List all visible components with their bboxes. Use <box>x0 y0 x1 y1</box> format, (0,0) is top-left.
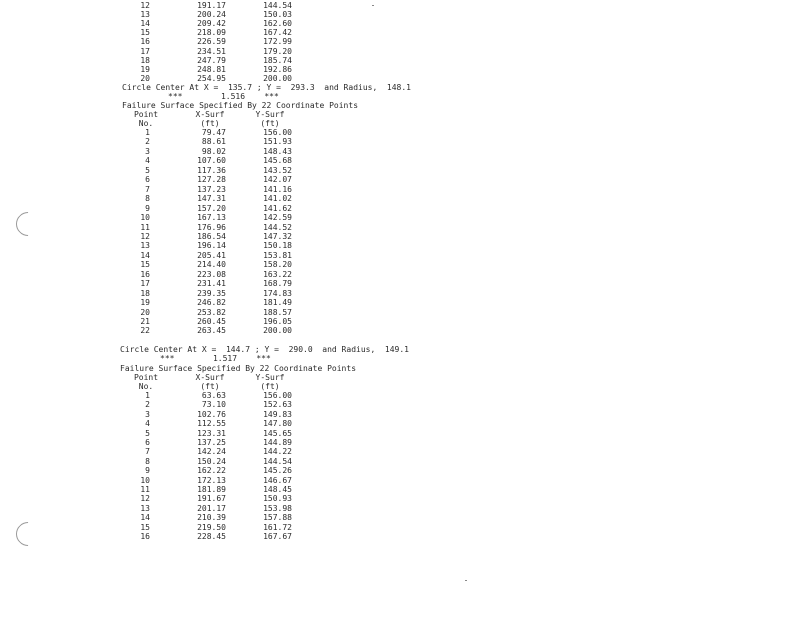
x-surf-value: 107.60 <box>197 156 226 166</box>
x-surf-value: 88.61 <box>201 137 226 147</box>
y-surf-value: 150.18 <box>263 241 292 251</box>
failure-surface-title-2: Failure Surface Specified By 22 Coordinate Points <box>120 364 357 373</box>
table-row <box>0 47 400 56</box>
x-surf-value: 142.24 <box>197 447 226 457</box>
x-surf-value: 73.10 <box>201 400 226 410</box>
table-row <box>0 391 400 400</box>
table-header-units-2 <box>0 382 400 391</box>
x-surf-value: 147.31 <box>197 194 226 204</box>
x-surf-value: 117.36 <box>197 165 226 175</box>
x-surf-value: 150.24 <box>197 456 226 466</box>
y-surf-value: 144.54 <box>263 456 292 466</box>
point-number: 5 <box>145 165 150 175</box>
point-number: 10 <box>140 475 150 485</box>
point-number: 9 <box>145 203 150 213</box>
x-surf-value: 123.31 <box>197 428 226 438</box>
point-number: 20 <box>140 307 150 317</box>
y-surf-value: 167.67 <box>263 532 292 541</box>
point-number: 17 <box>140 279 150 289</box>
point-number: 8 <box>145 456 150 466</box>
header-y-unit: (ft) <box>260 119 280 128</box>
y-surf-value: 152.63 <box>263 400 292 410</box>
header-no: No. <box>138 119 154 128</box>
y-surf-value: 148.43 <box>263 146 292 156</box>
header-no: No. <box>138 382 154 391</box>
x-surf-value: 127.28 <box>197 175 226 185</box>
point-number: 11 <box>140 485 150 494</box>
point-number: 12 <box>140 1 150 10</box>
point-number: 11 <box>140 222 150 232</box>
table-row <box>0 185 400 194</box>
x-surf-value: 248.81 <box>197 64 226 74</box>
point-number: 5 <box>145 428 150 438</box>
point-number: 13 <box>140 241 150 251</box>
table-row <box>0 19 400 28</box>
table-row <box>0 260 400 269</box>
point-number: 12 <box>140 231 150 241</box>
header-x-surf: X-Surf <box>195 373 225 382</box>
y-surf-value: 153.98 <box>263 503 292 513</box>
y-surf-value: 156.00 <box>263 391 292 400</box>
point-number: 7 <box>145 447 150 457</box>
point-number: 6 <box>145 175 150 185</box>
y-surf-value: 181.49 <box>263 298 292 308</box>
x-surf-value: 157.20 <box>197 203 226 213</box>
table-row <box>0 128 400 137</box>
table-row <box>0 457 400 466</box>
safety-factor-line-1: *** 1.516 *** <box>168 92 279 101</box>
point-number: 4 <box>145 419 150 429</box>
table-row <box>0 28 400 37</box>
point-number: 14 <box>140 19 150 29</box>
y-surf-value: 147.32 <box>263 231 292 241</box>
header-y-surf: Y-Surf <box>255 110 285 119</box>
point-number: 10 <box>140 213 150 223</box>
table-row <box>0 532 400 541</box>
y-surf-value: 143.52 <box>263 165 292 175</box>
table-row <box>0 74 400 83</box>
y-surf-value: 162.60 <box>263 19 292 29</box>
y-surf-value: 196.05 <box>263 317 292 326</box>
point-number: 7 <box>145 184 150 194</box>
y-surf-value: 188.57 <box>263 307 292 317</box>
point-number: 14 <box>140 250 150 260</box>
x-surf-value: 102.76 <box>197 409 226 419</box>
point-number: 2 <box>145 400 150 410</box>
x-surf-value: 234.51 <box>197 46 226 56</box>
table-row <box>0 466 400 475</box>
table-row <box>0 56 400 65</box>
point-number: 12 <box>140 494 150 504</box>
table-row <box>0 400 400 409</box>
table-row <box>0 175 400 184</box>
table-row <box>0 251 400 260</box>
point-number: 16 <box>140 37 150 47</box>
table-row <box>0 166 400 175</box>
y-surf-value: 192.86 <box>263 64 292 74</box>
x-surf-value: 172.13 <box>197 475 226 485</box>
table-row <box>0 232 400 241</box>
y-surf-value: 161.72 <box>263 522 292 532</box>
table-row <box>0 279 400 288</box>
y-surf-value: 142.59 <box>263 213 292 223</box>
point-number: 21 <box>140 317 150 326</box>
point-number: 19 <box>140 64 150 74</box>
point-number: 22 <box>140 326 150 336</box>
y-surf-value: 141.16 <box>263 184 292 194</box>
table-row <box>0 298 400 307</box>
point-number: 15 <box>140 522 150 532</box>
x-surf-value: 176.96 <box>197 222 226 232</box>
x-surf-value: 239.35 <box>197 288 226 298</box>
y-surf-value: 142.07 <box>263 175 292 185</box>
y-surf-value: 144.54 <box>263 1 292 10</box>
header-point: Point <box>133 373 159 382</box>
table-row <box>0 438 400 447</box>
table-row <box>0 485 400 494</box>
y-surf-value: 156.00 <box>263 128 292 137</box>
x-surf-value: 260.45 <box>197 317 226 326</box>
y-surf-value: 185.74 <box>263 55 292 65</box>
point-number: 17 <box>140 46 150 56</box>
y-surf-value: 149.83 <box>263 409 292 419</box>
table-row <box>0 204 400 213</box>
x-surf-value: 223.08 <box>197 269 226 279</box>
header-point: Point <box>133 110 159 119</box>
x-surf-value: 191.17 <box>197 1 226 10</box>
table-row <box>0 326 400 335</box>
table-row <box>0 223 400 232</box>
table-row <box>0 10 400 19</box>
x-surf-value: 201.17 <box>197 503 226 513</box>
table-row <box>0 1 400 10</box>
x-surf-value: 209.42 <box>197 19 226 29</box>
point-number: 20 <box>140 73 150 83</box>
y-surf-value: 147.80 <box>263 419 292 429</box>
y-surf-value: 148.45 <box>263 485 292 494</box>
x-surf-value: 137.25 <box>197 438 226 447</box>
x-surf-value: 246.82 <box>197 298 226 308</box>
point-number: 14 <box>140 513 150 523</box>
x-surf-value: 191.67 <box>197 494 226 504</box>
header-y-surf: Y-Surf <box>255 373 285 382</box>
x-surf-value: 219.50 <box>197 522 226 532</box>
point-number: 8 <box>145 194 150 204</box>
table-header-units-1 <box>0 119 400 128</box>
y-surf-value: 141.62 <box>263 203 292 213</box>
table-row <box>0 137 400 146</box>
x-surf-value: 181.89 <box>197 485 226 494</box>
x-surf-value: 167.13 <box>197 213 226 223</box>
y-surf-value: 168.79 <box>263 279 292 289</box>
y-surf-value: 150.03 <box>263 10 292 20</box>
point-number: 3 <box>145 409 150 419</box>
point-number: 13 <box>140 503 150 513</box>
point-number: 18 <box>140 55 150 65</box>
x-surf-value: 200.24 <box>197 10 226 20</box>
table-row <box>0 410 400 419</box>
failure-surface-title-1: Failure Surface Specified By 22 Coordinate Points <box>122 101 359 110</box>
safety-factor-line-2: *** 1.517 *** <box>160 354 271 363</box>
y-surf-value: 200.00 <box>263 326 292 336</box>
y-surf-value: 141.02 <box>263 194 292 204</box>
x-surf-value: 112.55 <box>197 419 226 429</box>
table-row <box>0 476 400 485</box>
x-surf-value: 253.82 <box>197 307 226 317</box>
table-row <box>0 37 400 46</box>
point-number: 1 <box>145 391 150 400</box>
point-number: 15 <box>140 260 150 270</box>
y-surf-value: 163.22 <box>263 269 292 279</box>
x-surf-value: 210.39 <box>197 513 226 523</box>
header-x-unit: (ft) <box>200 382 220 391</box>
table-row <box>0 270 400 279</box>
table-row <box>0 213 400 222</box>
y-surf-value: 145.26 <box>263 466 292 476</box>
table-row <box>0 317 400 326</box>
y-surf-value: 174.83 <box>263 288 292 298</box>
x-surf-value: 79.47 <box>201 128 226 137</box>
y-surf-value: 172.99 <box>263 37 292 47</box>
table-header-2 <box>0 373 400 382</box>
point-number: 16 <box>140 269 150 279</box>
y-surf-value: 145.65 <box>263 428 292 438</box>
table-row <box>0 419 400 428</box>
x-surf-value: 186.54 <box>197 231 226 241</box>
table-row <box>0 65 400 74</box>
x-surf-value: 218.09 <box>197 28 226 38</box>
table-header-1 <box>0 110 400 119</box>
scan-speck <box>465 580 467 581</box>
x-surf-value: 214.40 <box>197 260 226 270</box>
header-x-unit: (ft) <box>200 119 220 128</box>
x-surf-value: 137.23 <box>197 184 226 194</box>
point-number: 18 <box>140 288 150 298</box>
header-y-unit: (ft) <box>260 382 280 391</box>
circle-center-line-2: Circle Center At X = 144.7 ; Y = 290.0 and Radius, 149.1 <box>120 345 409 354</box>
table-row <box>0 429 400 438</box>
x-surf-value: 263.45 <box>197 326 226 336</box>
table-row <box>0 156 400 165</box>
point-number: 1 <box>145 128 150 137</box>
y-surf-value: 179.20 <box>263 46 292 56</box>
point-number: 9 <box>145 466 150 476</box>
point-number: 3 <box>145 146 150 156</box>
y-surf-value: 150.93 <box>263 494 292 504</box>
point-number: 2 <box>145 137 150 147</box>
y-surf-value: 144.52 <box>263 222 292 232</box>
circle-center-line-1: Circle Center At X = 135.7 ; Y = 293.3 and Radius, 148.1 <box>122 83 411 92</box>
table-row <box>0 241 400 250</box>
table-row <box>0 447 400 456</box>
y-surf-value: 145.68 <box>263 156 292 166</box>
y-surf-value: 144.22 <box>263 447 292 457</box>
x-surf-value: 228.45 <box>197 532 226 541</box>
x-surf-value: 231.41 <box>197 279 226 289</box>
table-row <box>0 513 400 522</box>
x-surf-value: 226.59 <box>197 37 226 47</box>
table-row <box>0 194 400 203</box>
header-x-surf: X-Surf <box>195 110 225 119</box>
table-row <box>0 147 400 156</box>
x-surf-value: 247.79 <box>197 55 226 65</box>
point-number: 6 <box>145 438 150 447</box>
y-surf-value: 151.93 <box>263 137 292 147</box>
y-surf-value: 144.89 <box>263 438 292 447</box>
point-number: 16 <box>140 532 150 541</box>
point-number: 13 <box>140 10 150 20</box>
y-surf-value: 153.81 <box>263 250 292 260</box>
x-surf-value: 98.02 <box>201 146 226 156</box>
x-surf-value: 205.41 <box>197 250 226 260</box>
table-row <box>0 494 400 503</box>
x-surf-value: 63.63 <box>201 391 226 400</box>
y-surf-value: 146.67 <box>263 475 292 485</box>
x-surf-value: 254.95 <box>197 73 226 83</box>
x-surf-value: 162.22 <box>197 466 226 476</box>
table-row <box>0 308 400 317</box>
table-row <box>0 289 400 298</box>
y-surf-value: 157.88 <box>263 513 292 523</box>
y-surf-value: 200.00 <box>263 73 292 83</box>
x-surf-value: 196.14 <box>197 241 226 251</box>
point-number: 15 <box>140 28 150 38</box>
y-surf-value: 167.42 <box>263 28 292 38</box>
point-number: 4 <box>145 156 150 166</box>
y-surf-value: 158.20 <box>263 260 292 270</box>
table-row <box>0 523 400 532</box>
point-number: 19 <box>140 298 150 308</box>
table-row <box>0 504 400 513</box>
